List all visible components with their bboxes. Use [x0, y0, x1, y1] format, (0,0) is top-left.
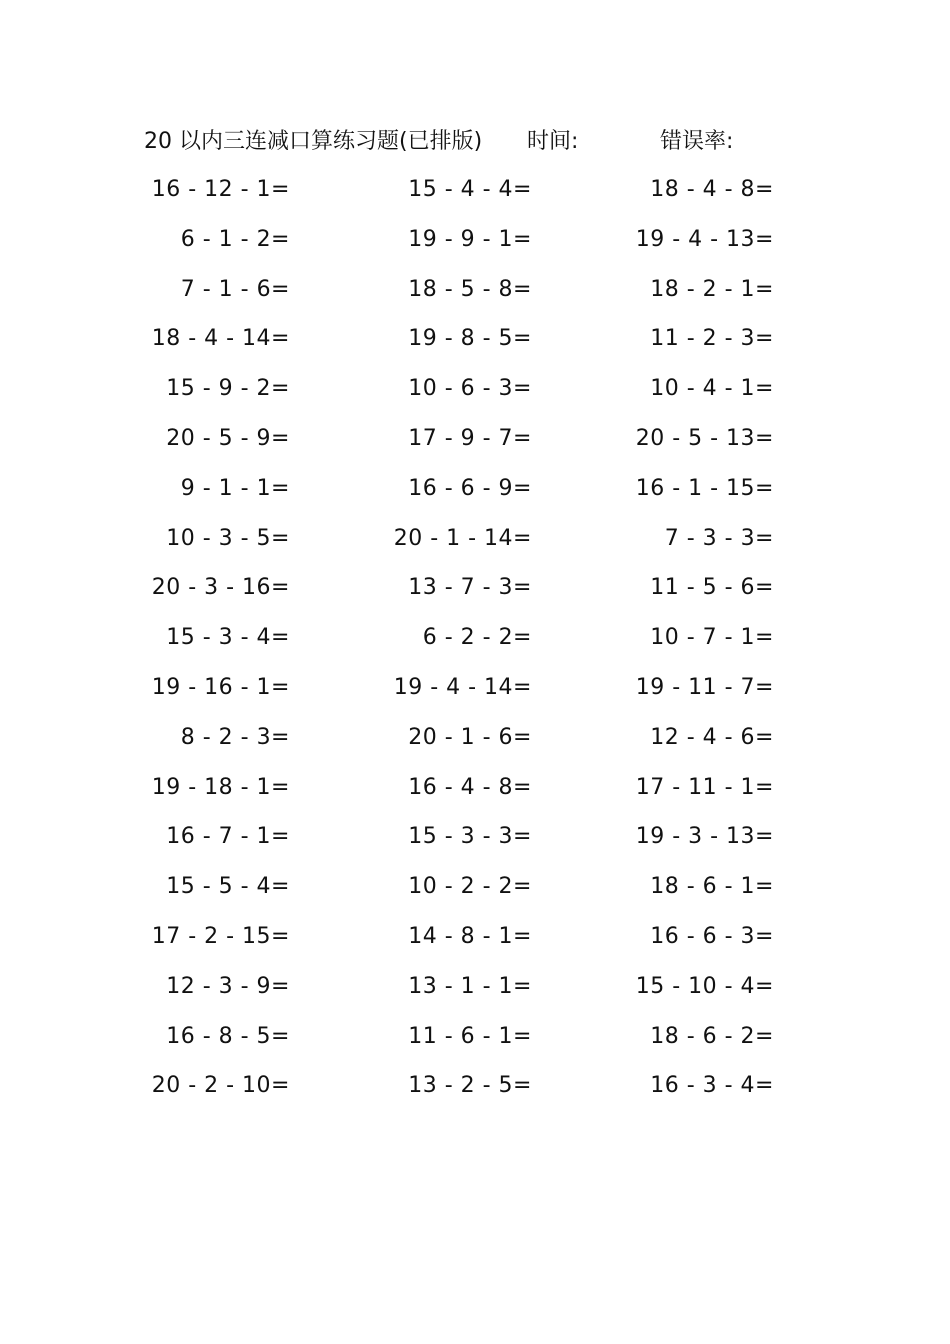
worksheet-header [144, 125, 734, 159]
problem-item: 19 - 4 - 14= [393, 674, 532, 700]
problem-item: 10 - 4 - 1= [650, 376, 774, 402]
problem-row [0, 422, 950, 472]
problem-item: 19 - 8 - 5= [408, 326, 532, 352]
problem-item: 6 - 2 - 2= [422, 625, 532, 651]
problem-row [0, 372, 950, 422]
problem-row [0, 820, 950, 870]
problem-item: 15 - 3 - 4= [166, 625, 290, 651]
problem-row [0, 920, 950, 970]
problem-item: 18 - 6 - 2= [650, 1023, 774, 1049]
problem-item: 11 - 5 - 6= [650, 575, 774, 601]
problem-item: 16 - 7 - 1= [166, 824, 290, 850]
problem-item: 16 - 1 - 15= [635, 475, 774, 501]
problem-item: 19 - 9 - 1= [408, 226, 532, 252]
problem-item: 11 - 2 - 3= [650, 326, 774, 352]
problem-item: 13 - 2 - 5= [408, 1073, 532, 1099]
error-rate-label: 错误率: [660, 129, 734, 154]
problem-item: 18 - 2 - 1= [650, 276, 774, 302]
problem-item: 19 - 4 - 13= [635, 226, 774, 252]
problem-item: 15 - 3 - 3= [408, 824, 532, 850]
problem-item: 20 - 1 - 6= [408, 724, 532, 750]
problem-item: 10 - 3 - 5= [166, 525, 290, 551]
problem-item: 20 - 1 - 14= [393, 525, 532, 551]
problem-row [0, 522, 950, 572]
problem-item: 15 - 4 - 4= [408, 177, 532, 202]
problem-item: 20 - 3 - 16= [151, 575, 290, 601]
problem-item: 16 - 4 - 8= [408, 774, 532, 800]
problem-item: 10 - 2 - 2= [408, 874, 532, 900]
problem-item: 12 - 3 - 9= [166, 973, 290, 999]
problem-row [0, 970, 950, 1020]
problem-item: 20 - 2 - 10= [151, 1073, 290, 1099]
problem-item: 10 - 7 - 1= [650, 625, 774, 651]
problem-item: 18 - 6 - 1= [650, 874, 774, 900]
problem-row [0, 721, 950, 771]
problem-item: 19 - 18 - 1= [151, 774, 290, 800]
problem-item: 15 - 5 - 4= [166, 874, 290, 900]
problem-item: 13 - 7 - 3= [408, 575, 532, 601]
problem-item: 9 - 1 - 1= [180, 475, 290, 501]
problem-item: 16 - 8 - 5= [166, 1023, 290, 1049]
problem-item: 15 - 9 - 2= [166, 376, 290, 402]
problem-item: 12 - 4 - 6= [650, 724, 774, 750]
problem-item: 11 - 6 - 1= [408, 1023, 532, 1049]
problem-row [0, 1069, 950, 1119]
problem-item: 16 - 12 - 1= [151, 177, 290, 202]
problem-item: 16 - 6 - 3= [650, 923, 774, 949]
problem-row [0, 173, 950, 223]
problem-row [0, 322, 950, 372]
problem-item: 16 - 3 - 4= [650, 1073, 774, 1099]
problem-row [0, 671, 950, 721]
worksheet-title: 20 以内三连减口算练习题(已排版) [144, 129, 483, 154]
problem-row [0, 571, 950, 621]
problem-item: 14 - 8 - 1= [408, 923, 532, 949]
problem-item: 19 - 16 - 1= [151, 674, 290, 700]
problem-item: 17 - 2 - 15= [151, 923, 290, 949]
time-label: 时间: [527, 129, 579, 154]
problem-grid [0, 173, 950, 1119]
problem-item: 18 - 4 - 14= [151, 326, 290, 352]
problem-item: 7 - 1 - 6= [180, 276, 290, 302]
problem-row [0, 621, 950, 671]
problem-row [0, 472, 950, 522]
problem-item: 19 - 3 - 13= [635, 824, 774, 850]
problem-item: 7 - 3 - 3= [664, 525, 774, 551]
problem-item: 6 - 1 - 2= [180, 226, 290, 252]
problem-item: 17 - 11 - 1= [635, 774, 774, 800]
problem-row [0, 273, 950, 323]
problem-row [0, 1020, 950, 1070]
problem-row [0, 870, 950, 920]
problem-item: 18 - 5 - 8= [408, 276, 532, 302]
problem-item: 16 - 6 - 9= [408, 475, 532, 501]
problem-item: 20 - 5 - 13= [635, 425, 774, 451]
problem-item: 18 - 4 - 8= [650, 177, 774, 202]
problem-item: 15 - 10 - 4= [635, 973, 774, 999]
problem-item: 13 - 1 - 1= [408, 973, 532, 999]
problem-item: 20 - 5 - 9= [166, 425, 290, 451]
problem-item: 10 - 6 - 3= [408, 376, 532, 402]
problem-row [0, 223, 950, 273]
problem-item: 19 - 11 - 7= [635, 674, 774, 700]
problem-row [0, 771, 950, 821]
problem-item: 17 - 9 - 7= [408, 425, 532, 451]
problem-item: 8 - 2 - 3= [180, 724, 290, 750]
